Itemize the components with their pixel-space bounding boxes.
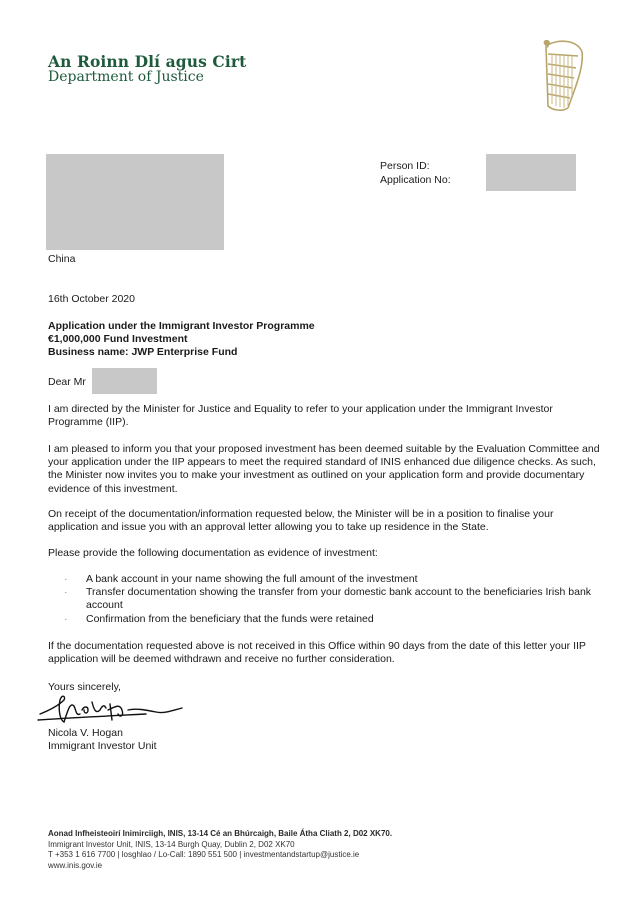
letter-footer	[48, 829, 608, 871]
signatory-name: Nicola V. Hogan	[48, 727, 123, 739]
redacted-recipient-address	[46, 154, 224, 250]
application-no-label: Application No:	[380, 174, 451, 186]
recipient-country: China	[48, 253, 76, 265]
footer-website: www.inis.gov.ie	[48, 860, 103, 870]
person-id-label: Person ID:	[380, 160, 430, 172]
documentation-list	[64, 573, 604, 626]
valediction: Yours sincerely,	[48, 681, 121, 693]
letter-date: 16th October 2020	[48, 293, 135, 305]
footer-address-english: Immigrant Investor Unit, INIS, 13-14 Burgh Quay, Dublin 2, D02 XK70	[48, 839, 295, 849]
redacted-ids	[486, 154, 576, 191]
list-item: · Transfer documentation showing the transfer from your domestic bank account to the beneficiaries Irish bank account	[64, 586, 592, 612]
paragraph-documentation-request: Please provide the following documentation as evidence of investment:	[48, 547, 378, 559]
harp-crest-icon	[538, 36, 588, 116]
department-name-irish: An Roinn Dlí agus Cirt	[48, 52, 247, 71]
list-item: · A bank account in your name showing the full amount of the investment	[64, 573, 418, 585]
redacted-recipient-name	[92, 368, 157, 394]
footer-address-irish: Aonad Infheisteoirí Inimirciigh, INIS, 13-14 Cé an Bhúrcaigh, Baile Átha Cliath 2, D02 XK70.	[48, 829, 393, 838]
footer-contact: T +353 1 616 7700 | losghlao / Lo-Call: 1890 551 500 | investmentandstartup@justice.ie	[48, 850, 360, 859]
paragraph-suitability: I am pleased to inform you that your proposed investment has been deemed suitable by the Evaluation Committee and your application under the IIP appears to meet the required standard of INIS enhanced due diligence checks. As such, the Minister now invites you to make your investment as outlined on your application form and provide documentary evidence of this investment.	[48, 443, 600, 495]
subject-line-1: Application under the Immigrant Investor Programme	[48, 320, 315, 332]
paragraph-deadline: If the documentation requested above is not received in this Office within 90 days from the date of this letter your IIP application will be deemed withdrawn and receive no further consideration.	[48, 640, 586, 666]
paragraph-reference: I am directed by the Minister for Justice and Equality to refer to your application under the Immigrant Investor Programme (IIP).	[48, 403, 553, 429]
handwritten-signature	[36, 680, 186, 730]
subject-line-2: €1,000,000 Fund Investment	[48, 333, 188, 345]
subject-line-3: Business name: JWP Enterprise Fund	[48, 346, 238, 358]
signatory-unit: Immigrant Investor Unit	[48, 740, 157, 752]
salutation: Dear Mr	[48, 376, 86, 388]
list-item: · Confirmation from the beneficiary that the funds were retained	[64, 612, 374, 625]
department-name-english: Department of Justice	[48, 69, 204, 85]
paragraph-approval: On receipt of the documentation/information requested below, the Minister will be in a position to finalise your application and issue you with an approval letter allowing you to take up residence in the State.	[48, 508, 554, 534]
